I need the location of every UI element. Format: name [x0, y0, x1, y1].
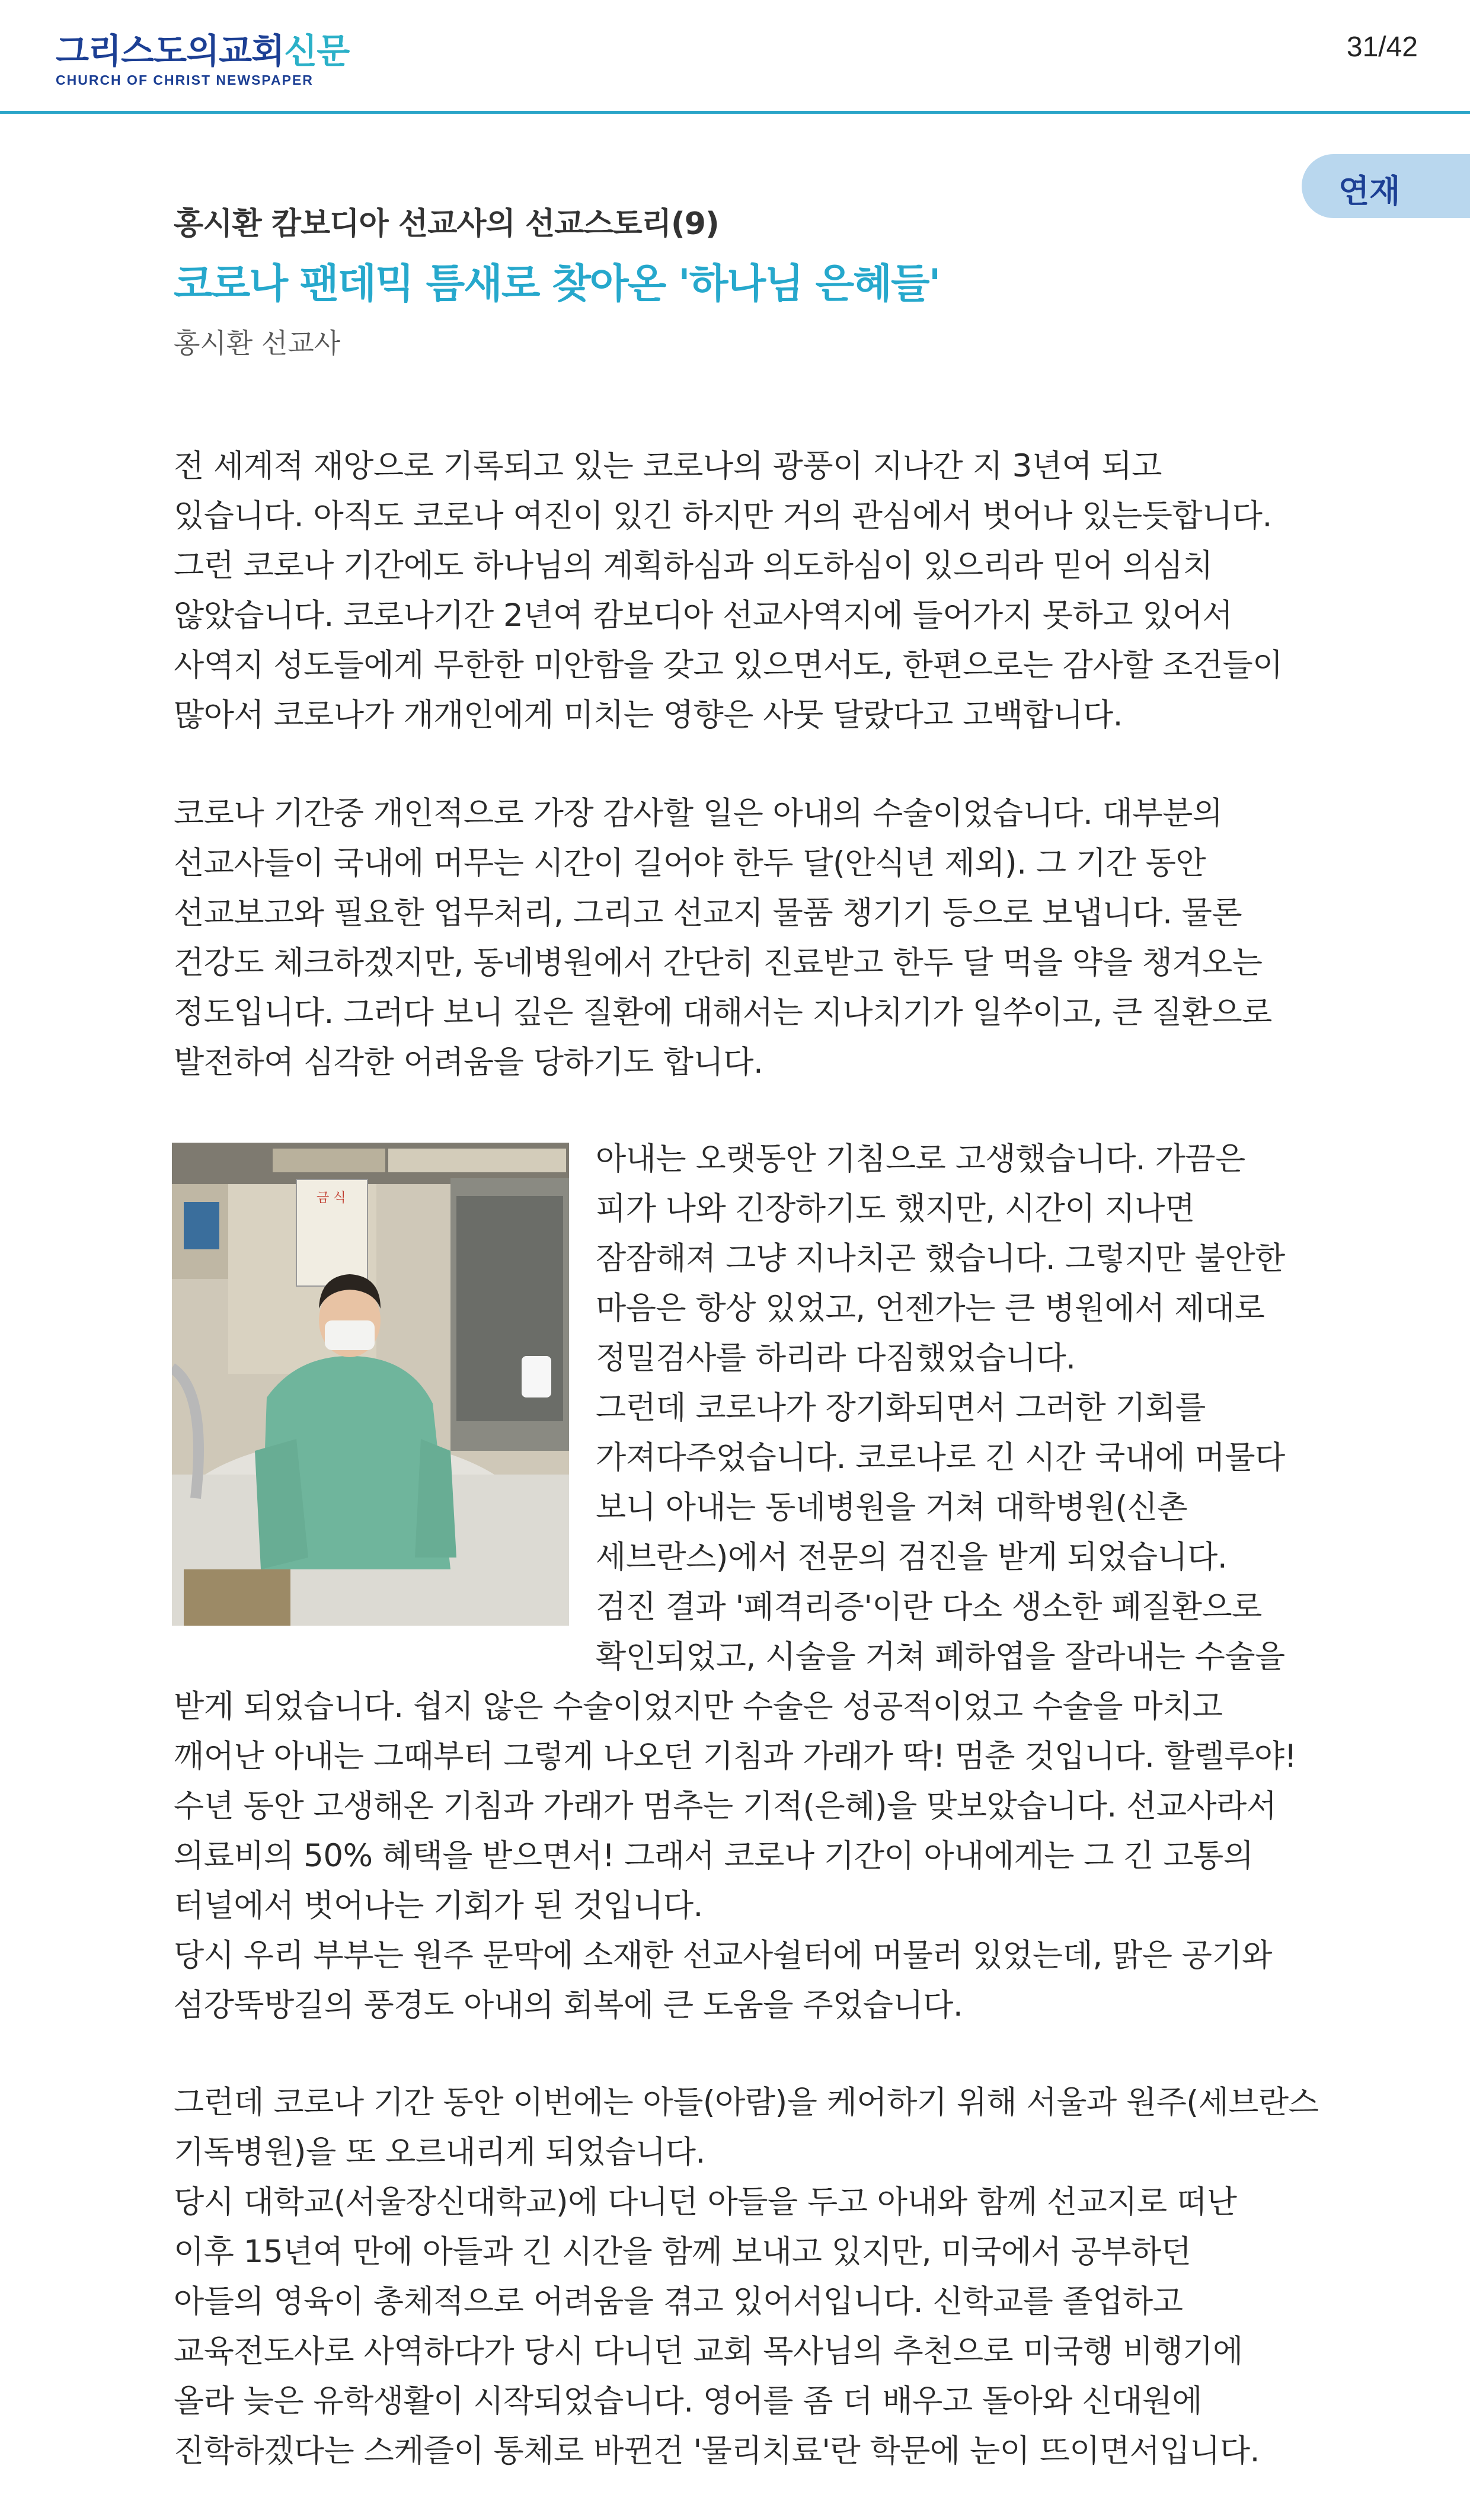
text-line: 이후 15년여 만에 아들과 긴 시간을 함께 보내고 있지만, 미국에서 공부하던 — [174, 2234, 1191, 2270]
text-line: 발전하여 심각한 어려움을 당하기도 합니다. — [174, 1044, 763, 1080]
text-line: 검진 결과 '폐격리증'이란 다소 생소한 폐질환으로 — [596, 1589, 1262, 1625]
text-line: 정도입니다. 그러다 보니 깊은 질환에 대해서는 지나치기가 일쑤이고, 큰 질환으로 — [174, 994, 1272, 1031]
logo-title-part2: 신문 — [284, 31, 350, 71]
logo-subtitle: CHURCH OF CHRIST NEWSPAPER — [56, 72, 314, 88]
text-line: 코로나 기간중 개인적으로 가장 감사할 일은 아내의 수술이었습니다. 대부분의 — [174, 795, 1223, 832]
text-line: 않았습니다. 코로나기간 2년여 캄보디아 선교사역지에 들어가지 못하고 있어서 — [174, 597, 1233, 634]
article-byline: 홍시환 선교사 — [174, 327, 341, 359]
page-number: 31/42 — [1346, 31, 1418, 63]
header-divider — [0, 111, 1470, 114]
text-line: 정밀검사를 하리라 다짐했었습니다. — [596, 1340, 1076, 1376]
text-line: 올라 늦은 유학생활이 시작되었습니다. 영어를 좀 더 배우고 돌아와 신대원에 — [174, 2383, 1203, 2419]
text-line: 받게 되었습니다. 쉽지 않은 수술이었지만 수술은 성공적이었고 수술을 마치고 — [174, 1688, 1223, 1725]
fasting-sign-text: 금 식 — [317, 1191, 346, 1205]
text-line: 피가 나와 긴장하기도 했지만, 시간이 지나면 — [596, 1191, 1195, 1227]
text-line: 확인되었고, 시술을 거쳐 폐하엽을 잘라내는 수술을 — [596, 1639, 1285, 1675]
text-line: 깨어난 아내는 그때부터 그렇게 나오던 기침과 가래가 딱! 멈춘 것입니다. 할렐루야! — [174, 1738, 1297, 1774]
text-line: 보니 아내는 동네병원을 거쳐 대학병원(신촌 — [596, 1489, 1188, 1526]
text-line: 당시 대학교(서울장신대학교)에 다니던 아들을 두고 아내와 함께 선교지로 떠난 — [174, 2184, 1237, 2220]
text-line: 기독병원)을 또 오르내리게 되었습니다. — [174, 2134, 705, 2170]
text-line: 아들의 영육이 총체적으로 어려움을 겪고 있어서입니다. 신학교를 졸업하고 — [174, 2284, 1183, 2320]
text-line: 선교보고와 필요한 업무처리, 그리고 선교지 물품 챙기기 등으로 보냅니다. 물론 — [174, 895, 1242, 931]
paragraph-3-full — [174, 1682, 1296, 2030]
text-line: 수년 동안 고생해온 기침과 가래가 멈추는 기적(은혜)을 맞보았습니다. 선교사라서 — [174, 1788, 1277, 1824]
text-line: 터널에서 벗어나는 기회가 된 것입니다. — [174, 1888, 703, 1924]
text-line: 그런 코로나 기간에도 하나님의 계획하심과 의도하심이 있으리라 믿어 의심치 — [174, 548, 1213, 584]
section-tag — [1302, 154, 1470, 218]
logo-title — [56, 33, 349, 69]
text-line: 전 세계적 재앙으로 기록되고 있는 코로나의 광풍이 지나간 지 3년여 되고 — [174, 448, 1162, 484]
newspaper-header — [0, 0, 1470, 114]
paragraph-1 — [174, 442, 1283, 740]
text-line: 그런데 코로나 기간 동안 이번에는 아들(아람)을 케어하기 위해 서울과 원주(세브란스 — [174, 2084, 1319, 2121]
hospital-photo — [172, 1143, 569, 1626]
text-line: 섬강뚝방길의 풍경도 아내의 회복에 큰 도움을 주었습니다. — [174, 1987, 963, 2023]
paragraph-2 — [174, 789, 1272, 1088]
text-line: 교육전도사로 사역하다가 당시 다니던 교회 목사님의 추천으로 미국행 비행기에 — [174, 2333, 1243, 2369]
paragraph-3-side — [596, 1134, 1285, 1682]
text-line: 건강도 체크하겠지만, 동네병원에서 간단히 진료받고 한두 달 먹을 약을 챙겨오는 — [174, 945, 1263, 981]
text-line: 세브란스)에서 전문의 검진을 받게 되었습니다. — [596, 1539, 1228, 1575]
newspaper-logo — [56, 33, 349, 88]
article-headline: 코로나 팬데믹 틈새로 찾아온 '하나님 은혜들' — [174, 261, 940, 308]
paragraph-4 — [174, 2078, 1318, 2476]
text-line: 잠잠해져 그냥 지나치곤 했습니다. 그렇지만 불안한 — [596, 1240, 1285, 1277]
text-line: 당시 우리 부부는 원주 문막에 소재한 선교사쉴터에 머물러 있었는데, 맑은 공기와 — [174, 1937, 1272, 1974]
text-line: 있습니다. 아직도 코로나 여진이 있긴 하지만 거의 관심에서 벗어나 있는듯합니다. — [174, 498, 1272, 534]
text-line: 사역지 성도들에게 무한한 미안함을 갖고 있으면서도, 한편으로는 감사할 조건들이 — [174, 647, 1283, 683]
hospital-photo-image — [172, 1143, 569, 1626]
text-line: 의료비의 50% 혜택을 받으면서! 그래서 코로나 기간이 아내에게는 그 긴 고통의 — [174, 1838, 1254, 1874]
text-line: 그런데 코로나가 장기화되면서 그러한 기회를 — [596, 1390, 1206, 1426]
section-tag-label: 연재 — [1338, 172, 1401, 210]
text-line: 가져다주었습니다. 코로나로 긴 시간 국내에 머물다 — [596, 1440, 1285, 1476]
text-line: 마음은 항상 있었고, 언젠가는 큰 병원에서 제대로 — [596, 1290, 1265, 1326]
text-line: 아내는 오랫동안 기침으로 고생했습니다. 가끔은 — [596, 1141, 1245, 1177]
text-line: 선교사들이 국내에 머무는 시간이 길어야 한두 달(안식년 제외). 그 기간 동안 — [174, 845, 1206, 881]
series-title: 홍시환 캄보디아 선교사의 선교스토리(9) — [174, 206, 719, 242]
text-line: 많아서 코로나가 개개인에게 미치는 영향은 사뭇 달랐다고 고백합니다. — [174, 697, 1123, 733]
logo-title-part1: 그리스도의교회 — [56, 31, 285, 71]
text-line: 진학하겠다는 스케즐이 통체로 바뀐건 '물리치료'란 학문에 눈이 뜨이면서입니다. — [174, 2433, 1260, 2469]
